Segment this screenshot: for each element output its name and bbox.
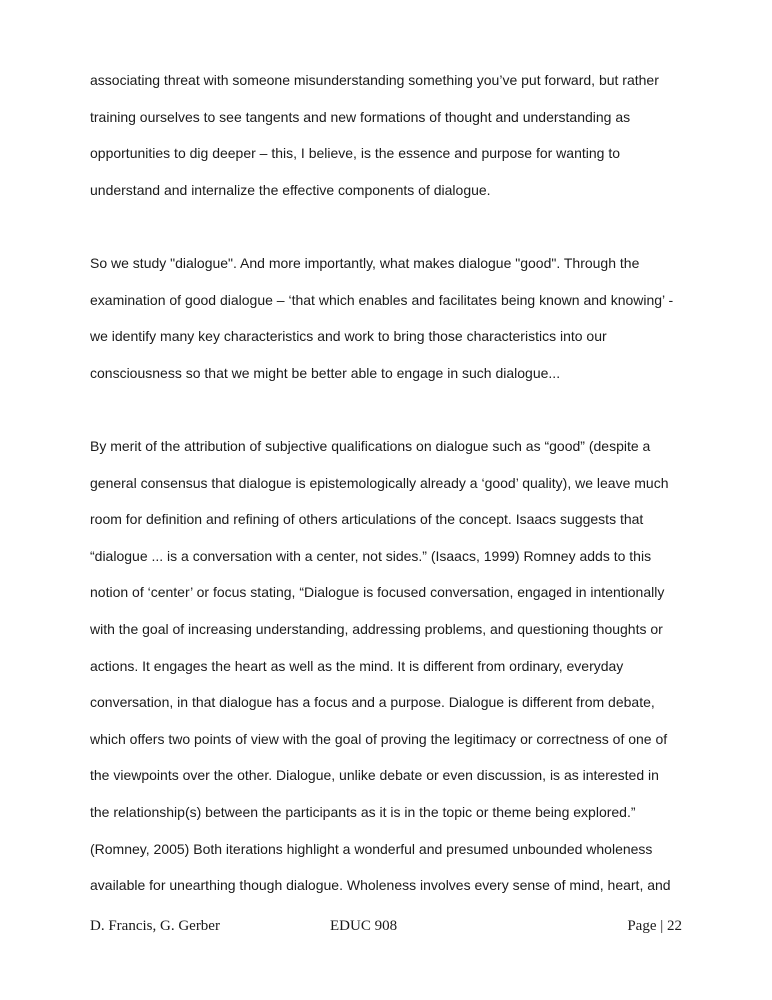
- text-line: available for unearthing though dialogue. Wholeness involves every sense of mind, heart, and: [90, 877, 671, 894]
- footer-authors: D. Francis, G. Gerber: [90, 918, 220, 934]
- footer-course: EDUC 908: [330, 918, 398, 934]
- text-line: the relationship(s) between the participants as it is in the topic or theme being explored.”: [90, 803, 636, 820]
- footer-page-number: Page | 22: [627, 918, 682, 934]
- text-line: By merit of the attribution of subjective qualifications on dialogue such as “good” (despite a: [90, 438, 651, 454]
- text-line: actions. It engages the heart as well as the mind. It is different from ordinary, everyday: [90, 657, 624, 674]
- text-line: notion of ‘center’ or focus stating, “Dialogue is focused conversation, engaged in intentionally: [90, 584, 665, 601]
- text-line: conversation, in that dialogue has a focus and a purpose. Dialogue is different from debate,: [90, 694, 655, 711]
- text-line: general consensus that dialogue is epistemologically already a ‘good’ quality), we leave much: [90, 474, 669, 491]
- text-line: we identify many key characteristics and work to bring those characteristics into our: [90, 328, 607, 345]
- text-line: with the goal of increasing understanding, addressing problems, and questioning thoughts or: [90, 620, 663, 637]
- text-line: the viewpoints over the other. Dialogue, unlike debate or even discussion, is as interested in: [90, 767, 659, 784]
- text-line: which offers two points of view with the goal of proving the legitimacy or correctness of one of: [90, 730, 668, 747]
- page-footer: [90, 918, 682, 942]
- text-line: (Romney, 2005) Both iterations highlight a wonderful and presumed unbounded wholeness: [90, 840, 653, 857]
- text-line: room for definition and refining of others articulations of the concept. Isaacs suggests that: [90, 511, 644, 528]
- text-line: training ourselves to see tangents and new formations of thought and understanding as: [90, 108, 631, 125]
- text-line: “dialogue ... is a conversation with a center, not sides.” (Isaacs, 1999) Romney adds to this: [90, 547, 652, 564]
- paragraph-1: [90, 62, 690, 208]
- text-line: associating threat with someone misunderstanding something you’ve put forward, but rather: [90, 72, 659, 88]
- text-line: understand and internalize the effective components of dialogue.: [90, 181, 491, 198]
- paragraph-2: [90, 245, 690, 391]
- paragraph-3: [90, 428, 690, 904]
- text-line: consciousness so that we might be better able to engage in such dialogue...: [90, 364, 561, 381]
- text-line: examination of good dialogue – ‘that which enables and facilitates being known and knowing’ -: [90, 291, 674, 308]
- text-line: opportunities to dig deeper – this, I believe, is the essence and purpose for wanting to: [90, 145, 621, 162]
- text-line: So we study "dialogue". And more importantly, what makes dialogue "good". Through the: [90, 255, 640, 271]
